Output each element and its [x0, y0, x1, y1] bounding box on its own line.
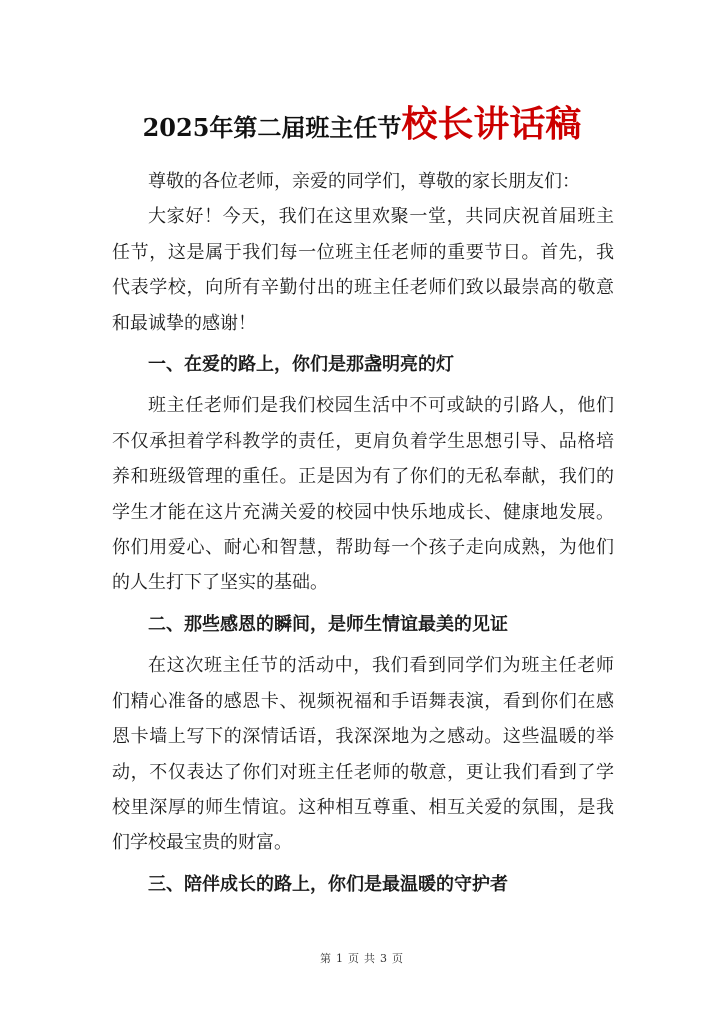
- greeting-paragraph: 尊敬的各位老师，亲爱的同学们，尊敬的家长朋友们：: [148, 171, 580, 192]
- section-heading-2: 二、那些感恩的瞬间，是师生情谊最美的见证: [148, 613, 508, 635]
- section-heading-1: 一、在爱的路上，你们是那盏明亮的灯: [148, 354, 454, 376]
- footer-page-current: 1: [336, 952, 344, 965]
- footer-label-di: 第: [320, 952, 332, 965]
- footer-label-ye: 页: [348, 952, 360, 965]
- title-accent: 校长讲话稿: [401, 103, 582, 145]
- document-title: [0, 100, 724, 155]
- intro-paragraph: 大家好！今天，我们在这里欢聚一堂，共同庆祝首届班主任节，这是属于我们每一位班主任老师的重要节日。首先，我代表学校，向所有辛勤付出的班主任老师们致以最崇高的敬意和最诚挚的感谢！: [112, 206, 614, 334]
- footer-page-total: 3: [380, 952, 388, 965]
- title-main: 2025年第二届班主任节: [142, 113, 402, 142]
- footer-label-ye-2: 页: [392, 952, 404, 965]
- section-2-paragraph: 在这次班主任节的活动中，我们看到同学们为班主任老师们精心准备的感恩卡、视频祝福和手语舞表演，看到你们在感恩卡墙上写下的深情话语，我深深地为之感动。这些温暖的举动，不仅表达了你们对班主任老师的敬意，更让我们看到了学校里深厚的师生情谊。这种相互尊重、相互关爱的氛围，是我们学校最宝贵的财富。: [112, 655, 614, 854]
- section-heading-3: 三、陪伴成长的路上，你们是最温暖的守护者: [148, 873, 508, 895]
- document-body: [112, 164, 614, 908]
- page-footer: [0, 950, 724, 966]
- footer-label-gong: 共: [364, 952, 376, 965]
- section-1-paragraph: 班主任老师们是我们校园生活中不可或缺的引路人，他们不仅承担着学科教学的责任，更肩负着学生思想引导、品格培养和班级管理的重任。正是因为有了你们的无私奉献，我们的学生才能在这片充满关爱的校园中快乐地成长、健康地发展。你们用爱心、耐心和智慧，帮助每一个孩子走向成熟，为他们的人生打下了坚实的基础。: [112, 395, 614, 594]
